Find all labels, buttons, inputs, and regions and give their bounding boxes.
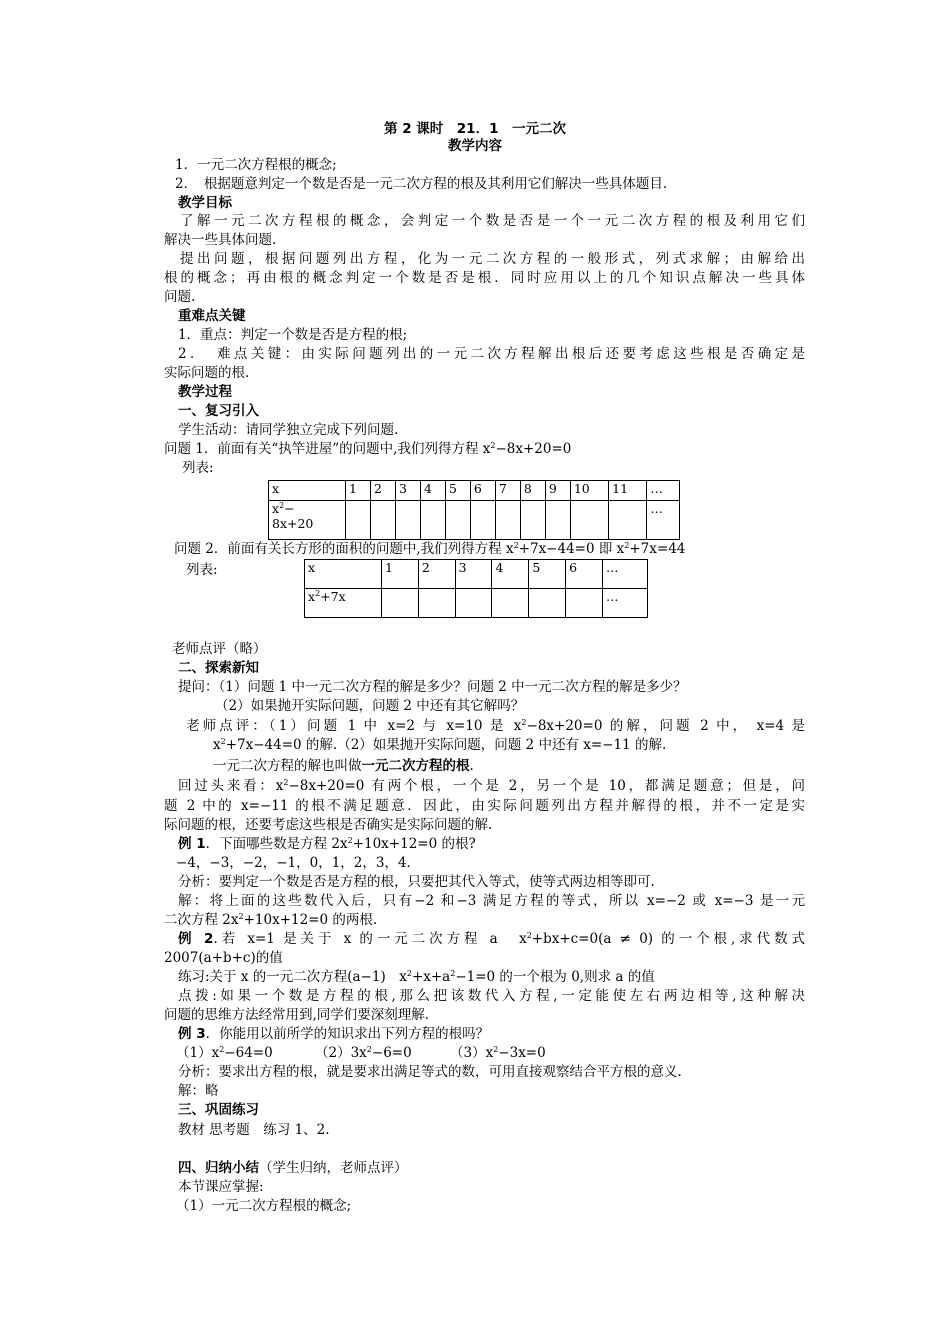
question-1: 问题 1．前面有关“执竿进屋”的问题中,我们列得方程 $x^2-8x+20=0$	[164, 441, 572, 457]
goal-line-5: 问题.	[164, 289, 196, 305]
example-1-analysis: 分析：要判定一个数是否是方程的根，只要把其代入等式，使等式两边相等即可.	[178, 874, 655, 890]
list-label-1: 列表:	[182, 460, 214, 476]
table-1-cell: 4	[420, 481, 445, 501]
key-line-2: 2． 难点关键：由实际问题列出的一元二次方程解出根后还要考虑这些根是否确定是	[178, 346, 805, 362]
table-2	[304, 559, 648, 618]
content-item-2: 2． 根据题意判定一个数是否是一元二次方程的根及其利用它们解决一些具体题目.	[175, 176, 668, 192]
table-2-cell: x	[305, 560, 382, 589]
example-1-solution-1: 解：将上面的这些数代入后，只有−2 和−3 满足方程的等式，所以 x=−2 或 x=−3 是一元	[178, 893, 805, 909]
table-1-cell: 3	[395, 481, 420, 501]
table-1-row-label: $x^2-$ 8x+20	[269, 501, 346, 540]
table-2-cell: …	[603, 589, 648, 618]
table-1-cell: …	[647, 481, 680, 501]
table-2-value-row	[305, 589, 648, 618]
summary-item-1: （1）一元二次方程根的概念;	[176, 1198, 352, 1214]
table-1-cell: x	[269, 481, 346, 501]
example-3-eq3: $(3)x^2-3x=0$	[450, 1045, 546, 1061]
table-1-cell: 8	[520, 481, 545, 501]
example-3-solution: 解：略	[178, 1083, 219, 1099]
table-2-row-label: $x^2+7x$	[305, 589, 382, 618]
example-3-analysis: 分析：要求出方程的根，就是要求出满足等式的数，可用直接观察结合平方根的意义.	[178, 1064, 682, 1080]
table-2-cell: 2	[418, 560, 455, 589]
table-1-cell: 1	[346, 481, 371, 501]
teacher-comment-2: 老师点评：（1）问题 1 中 x=2 与 x=10 是 $x^2-8x+20=0$ 的解，问题 2 中， x=4 是	[186, 718, 806, 734]
heading-key: 重难点关键	[178, 308, 246, 324]
example-2-cont: 2007(a+b+c)的值	[164, 950, 283, 966]
table-1	[268, 480, 680, 540]
table-1-cell: …	[647, 501, 680, 540]
key-line-3: 实际问题的根.	[164, 365, 250, 381]
example-2: 例 2.若 x=1 是关于 x 的一元二次方程 a $x^2+bx+c=0(a \ne 0)$ 的一个根,求代数式	[178, 931, 806, 947]
table-2-cell: 1	[382, 560, 419, 589]
teacher-comment-2-cont: $x^2+7x-44=0$ 的解.（2）如果抛开实际问题，问题 2 中还有 x=−11 的解.	[213, 737, 667, 753]
goal-line-4: 根的概念；再由根的概念判定一个数是否是根．同时应用以上的几个知识点解决一些具体	[164, 270, 805, 286]
table-2-header-row	[305, 560, 648, 589]
table-1-cell: 2	[370, 481, 395, 501]
review-line-2: 题 2 中的 x=−11 的根不满足题意．因此，由实际问题列出方程并解得的根，并不一定是实	[164, 798, 805, 814]
example-3-eq1: $(1)x^2-64=0$	[176, 1045, 273, 1061]
example-1-numbers: −4，−3，−2，−1，0，1，2，3，4．	[176, 855, 421, 871]
table-2-cell: 6	[566, 560, 603, 589]
table-2-cell: 5	[529, 560, 566, 589]
table-1-cell: 7	[495, 481, 520, 501]
example-1: 例 1．下面哪些数是方程 $2x^2+10x+12=0$ 的根?	[178, 836, 476, 852]
table-1-cell: 5	[445, 481, 470, 501]
review-line-3: 际问题的根，还要考虑这些根是否确实是实际问题的解.	[164, 817, 493, 833]
part1-title: 一、复习引入	[178, 403, 259, 419]
student-activity: 学生活动：请同学独立完成下列问题.	[178, 422, 399, 438]
table-1-cell: 6	[470, 481, 495, 501]
part2-title: 二、探索新知	[178, 660, 259, 676]
goal-line-3: 提出问题，根据问题列出方程，化为一元二次方程的一般形式，列式求解；由解给出	[180, 251, 805, 267]
table-2-cell: …	[603, 560, 648, 589]
ask-line-1: 提问：（1）问题 1 中一元二次方程的解是多少？问题 2 中一元二次方程的解是多少？	[178, 679, 687, 695]
part3-text: 教材 思考题 练习 1、2.	[178, 1122, 330, 1138]
table-1-cell: 11	[609, 481, 647, 501]
part4-title: 四、归纳小结（学生归纳，老师点评）	[178, 1160, 408, 1176]
table-1-cell: 9	[545, 481, 570, 501]
question-2: 问题 2．前面有关长方形的面积的问题中,我们列得方程 $x^2+7x-44=0$ 即 $x^2+7x=44$	[174, 541, 686, 557]
review-line-1: 回过头来看：$x^2-8x+20=0$ 有两个根，一个是 2，另一个是 10，都满足题意；但是，问	[178, 778, 805, 794]
goal-line-1: 了解一元二次方程根的概念，会判定一个数是否是一个一元二次方程的根及利用它们	[180, 213, 805, 229]
lesson-title: 第 2 课时 21．1 一元二次	[384, 121, 566, 137]
ask-line-2: （2）如果抛开实际问题，问题 2 中还有其它解吗？	[215, 698, 525, 714]
part3-title: 三、巩固练习	[178, 1102, 259, 1118]
tip-line-1: 点拨:如果一个数是方程的根,那么把该数代入方程,一定能使左右两边相等,这种解决	[178, 988, 805, 1004]
example-3-eq2: $(2)3x^2-6=0$	[315, 1045, 412, 1061]
tip-line-2: 问题的思维方法经常用到,同学们要深刻理解.	[164, 1007, 430, 1023]
example-3: 例 3．你能用以前所学的知识求出下列方程的根吗？	[178, 1026, 490, 1042]
root-definition: 一元二次方程的解也叫做一元二次方程的根.	[213, 758, 474, 774]
table-1-cell: 10	[570, 481, 608, 501]
example-1-solution-2: 二次方程 $2x^2+10x+12=0$ 的两根.	[164, 912, 378, 928]
heading-goal: 教学目标	[178, 195, 232, 211]
heading-content: 教学内容	[448, 138, 502, 154]
table-2-cell: 4	[492, 560, 529, 589]
content-item-1: 1．一元二次方程根的概念;	[175, 157, 337, 173]
goal-line-2: 解决一些具体问题.	[164, 232, 277, 248]
teacher-comment-1: 老师点评（略）	[172, 641, 267, 657]
summary-intro: 本节课应掌握:	[178, 1179, 264, 1195]
list-label-2: 列表:	[186, 562, 218, 578]
key-line-1: 1．重点：判定一个数是否是方程的根;	[178, 327, 408, 343]
heading-process: 教学过程	[178, 384, 232, 400]
practice: 练习:关于 x 的一元二次方程(a−1) $x^2+x+a^2-1=0$ 的一个根为 0,则求 a 的值	[178, 969, 655, 985]
table-1-value-row	[269, 501, 680, 540]
table-2-cell: 3	[455, 560, 492, 589]
table-1-header-row	[269, 481, 680, 501]
